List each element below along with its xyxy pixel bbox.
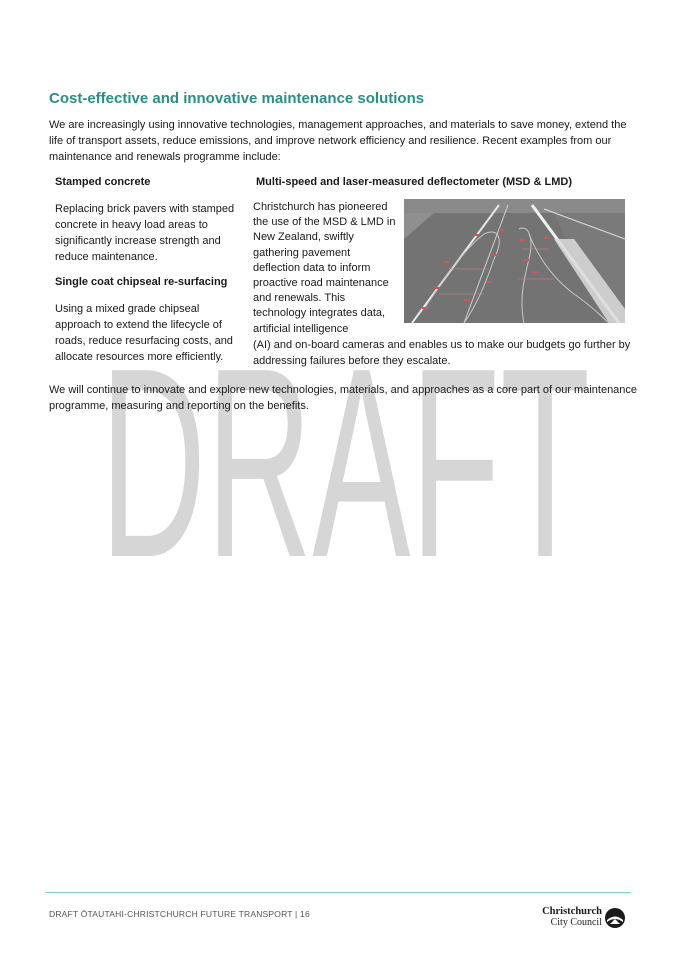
section-title: Cost-effective and innovative maintenance solutions <box>49 90 425 107</box>
logo-line-2: City Council <box>550 917 602 928</box>
road-photo <box>404 199 625 323</box>
deflectometer-text-wrapped: Christchurch has pioneered the use of the MSD & LMD in New Zealand, swiftly gathering pavement deflection data to inform proactive road maintenance and renewals. This technology integrates data, artificial intelligence <box>253 201 396 335</box>
road-photo-icon <box>404 199 625 323</box>
logo-line-1: Christchurch <box>542 906 602 917</box>
outro-paragraph: We will continue to innovate and explore new technologies, materials, and approaches as a core part of our maintenance programme, measuring and reporting on the benefits. <box>49 384 638 412</box>
chipseal-heading: Single coat chipseal re-surfacing <box>55 276 228 288</box>
intro-paragraph: We are increasingly using innovative technologies, management approaches, and materials to save money, extend the life of transport assets, reduce emissions, and improve network efficiency and resilience. Recent examples from our maintenance and renewals programme include: <box>49 119 627 163</box>
footer-divider <box>45 892 631 893</box>
deflectometer-heading: Multi-speed and laser-measured deflectometer (MSD & LMD) <box>256 176 573 188</box>
deflectometer-text-full: (AI) and on-board cameras and enables us to make our budgets go further by addressing failures before they escalate. <box>253 339 631 367</box>
footer-text: DRAFT ŌTAUTAHI-CHRISTCHURCH FUTURE TRANSPORT | 16 <box>49 909 310 919</box>
council-logo-icon <box>604 907 626 929</box>
council-logo <box>540 906 628 930</box>
chipseal-text: Using a mixed grade chipseal approach to extend the lifecycle of roads, reduce resurfacing costs, and allocate resources more efficiently. <box>55 303 233 363</box>
stamped-concrete-text: Replacing brick pavers with stamped concrete in heavy load areas to significantly increase strength and reduce maintenance. <box>55 203 235 263</box>
watermark-text: DRAFT <box>100 356 590 566</box>
stamped-concrete-heading: Stamped concrete <box>55 176 151 188</box>
